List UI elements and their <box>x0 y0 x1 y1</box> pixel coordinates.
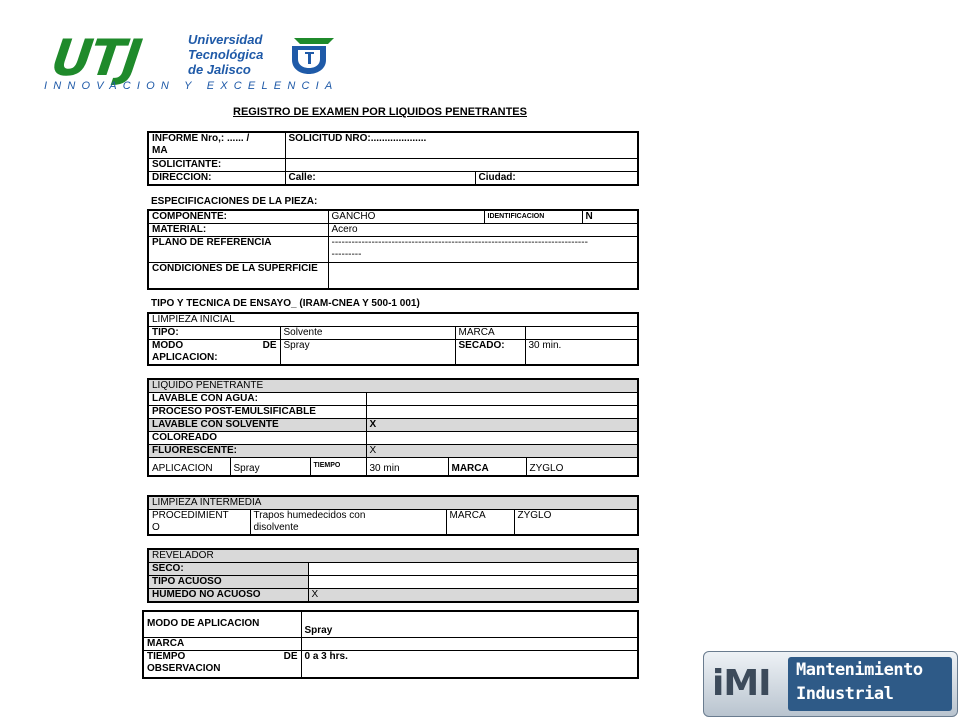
utj-logo-name <box>188 32 263 77</box>
modo-label-a: MODO <box>152 340 184 351</box>
condiciones-value <box>328 263 638 289</box>
utj-logo-mark: UTJ <box>47 29 144 87</box>
imi-logo-line-1: Mantenimiento <box>796 660 923 680</box>
tipo-label: TIPO: <box>148 327 280 340</box>
informe-label <box>148 132 285 158</box>
revelador-header: REVELADOR <box>148 549 638 563</box>
informe-label-a: INFORME Nro,: ...... / <box>152 133 250 144</box>
modo-aplicacion-value: Spray <box>280 340 455 366</box>
revelador-row-label: HUMEDO NO ACUOSO <box>148 589 308 603</box>
procedimiento-value <box>250 510 446 536</box>
marca-value <box>525 327 638 340</box>
lp-tiempo-label: TIEMPO <box>310 458 366 476</box>
imi-logo-text-panel <box>788 657 952 711</box>
marca-label: MARCA <box>455 327 525 340</box>
li-marca-value: ZYGLO <box>514 510 638 536</box>
utj-name-line-1: Universidad <box>188 32 263 47</box>
lp-row-label: FLUORESCENTE: <box>148 445 366 458</box>
final-tiempo-value: 0 a 3 hrs. <box>301 650 638 678</box>
modo-aplicacion-label <box>148 340 280 366</box>
revelador-row-label: TIPO ACUOSO <box>148 576 308 589</box>
calle-label: Calle: <box>285 171 475 185</box>
limpieza-intermedia-table <box>147 495 639 536</box>
lp-tiempo-value: 30 min <box>366 458 448 476</box>
aplicacion-final-table <box>142 610 639 679</box>
limpieza-inicial-header: LIMPIEZA INICIAL <box>148 313 638 327</box>
plano-value <box>328 237 638 263</box>
solicitante-label: SOLICITANTE: <box>148 158 285 171</box>
imi-logo-line-2: Industrial <box>796 684 894 704</box>
limpieza-inicial-table <box>147 312 639 366</box>
lp-row-value: X <box>366 445 638 458</box>
lp-aplicacion-label: APLICACION <box>148 458 230 476</box>
utj-name-line-3: de Jalisco <box>188 62 251 77</box>
liquido-penetrante-table <box>147 378 639 477</box>
plano-label: PLANO DE REFERENCIA <box>148 237 328 263</box>
imi-logo <box>703 651 958 717</box>
li-marca-label: MARCA <box>446 510 514 536</box>
lp-marca-value: ZYGLO <box>526 458 638 476</box>
material-label: MATERIAL: <box>148 224 328 237</box>
plano-value-a: ----------------------------------------------------------------------------- <box>331 237 588 248</box>
final-tiempo-label-c: OBSERVACION <box>147 662 221 674</box>
informe-table <box>147 131 639 186</box>
lp-row-value <box>366 393 638 406</box>
secado-value: 30 min. <box>525 340 638 366</box>
lp-aplicacion-value: Spray <box>230 458 310 476</box>
identificacion-label: IDENTIFICACION <box>484 210 582 224</box>
lp-row-label: LAVABLE CON AGUA: <box>148 393 366 406</box>
procedimiento-label-b: O <box>152 522 160 533</box>
imi-logo-mark: iMI <box>712 663 771 704</box>
modo-label-b: DE <box>262 340 277 351</box>
procedimiento-value-a: Trapos humedecidos con <box>253 510 366 521</box>
especificaciones-title: ESPECIFICACIONES DE LA PIEZA: <box>151 196 318 207</box>
utj-tagline: INNOVACION Y EXCELENCIA <box>44 80 339 92</box>
revelador-row-value <box>308 576 638 589</box>
solicitud-label: SOLICITUD NRO:.................... <box>285 132 638 158</box>
final-tiempo-label-a: TIEMPO <box>147 650 186 662</box>
direccion-label: DIRECCION: <box>148 171 285 185</box>
lp-marca-label: MARCA <box>448 458 526 476</box>
componente-value: GANCHO <box>328 210 484 224</box>
identificacion-value: N <box>582 210 638 224</box>
condiciones-label: CONDICIONES DE LA SUPERFICIE <box>148 263 328 289</box>
utj-logo <box>44 29 348 96</box>
revelador-row-value: X <box>308 589 638 603</box>
final-modo-label: MODO DE APLICACION <box>143 611 301 637</box>
tipo-value: Solvente <box>280 327 455 340</box>
tipo-tecnica-title: TIPO Y TECNICA DE ENSAYO_ (IRAM-CNEA Y 500-1 001) <box>151 298 420 309</box>
revelador-row-value <box>308 563 638 576</box>
lp-row-label: LAVABLE CON SOLVENTE <box>148 419 366 432</box>
procedimiento-label <box>148 510 250 536</box>
final-modo-value: Spray <box>301 611 638 637</box>
secado-label: SECADO: <box>455 340 525 366</box>
document-title: REGISTRO DE EXAMEN POR LIQUIDOS PENETRANTES <box>233 106 527 118</box>
utj-shield-icon <box>286 34 338 76</box>
utj-name-line-2: Tecnológica <box>188 47 264 62</box>
revelador-row-label: SECO: <box>148 563 308 576</box>
plano-value-b: --------- <box>331 249 362 260</box>
lp-row-label: PROCESO POST-EMULSIFICABLE <box>148 406 366 419</box>
lp-row-value <box>366 406 638 419</box>
modo-label-c: APLICACION: <box>152 352 218 363</box>
especificaciones-table <box>147 209 639 290</box>
revelador-table <box>147 548 639 603</box>
solicitante-value <box>285 158 638 171</box>
informe-label-b: MA <box>152 145 168 156</box>
final-tiempo-label-b: DE <box>283 650 298 662</box>
material-value: Acero <box>328 224 638 237</box>
final-marca-label: MARCA <box>143 637 301 650</box>
lp-row-label: COLOREADO <box>148 432 366 445</box>
lp-row-value: X <box>366 419 638 432</box>
procedimiento-value-b: disolvente <box>253 522 299 533</box>
ciudad-label: Ciudad: <box>475 171 638 185</box>
final-marca-value <box>301 637 638 650</box>
limpieza-intermedia-header: LIMPIEZA INTERMEDIA <box>148 496 638 510</box>
liquido-penetrante-header: LIQUIDO PENETRANTE <box>148 379 638 393</box>
componente-label: COMPONENTE: <box>148 210 328 224</box>
lp-row-value <box>366 432 638 445</box>
procedimiento-label-a: PROCEDIMIENT <box>152 510 229 521</box>
final-tiempo-label <box>143 650 301 678</box>
